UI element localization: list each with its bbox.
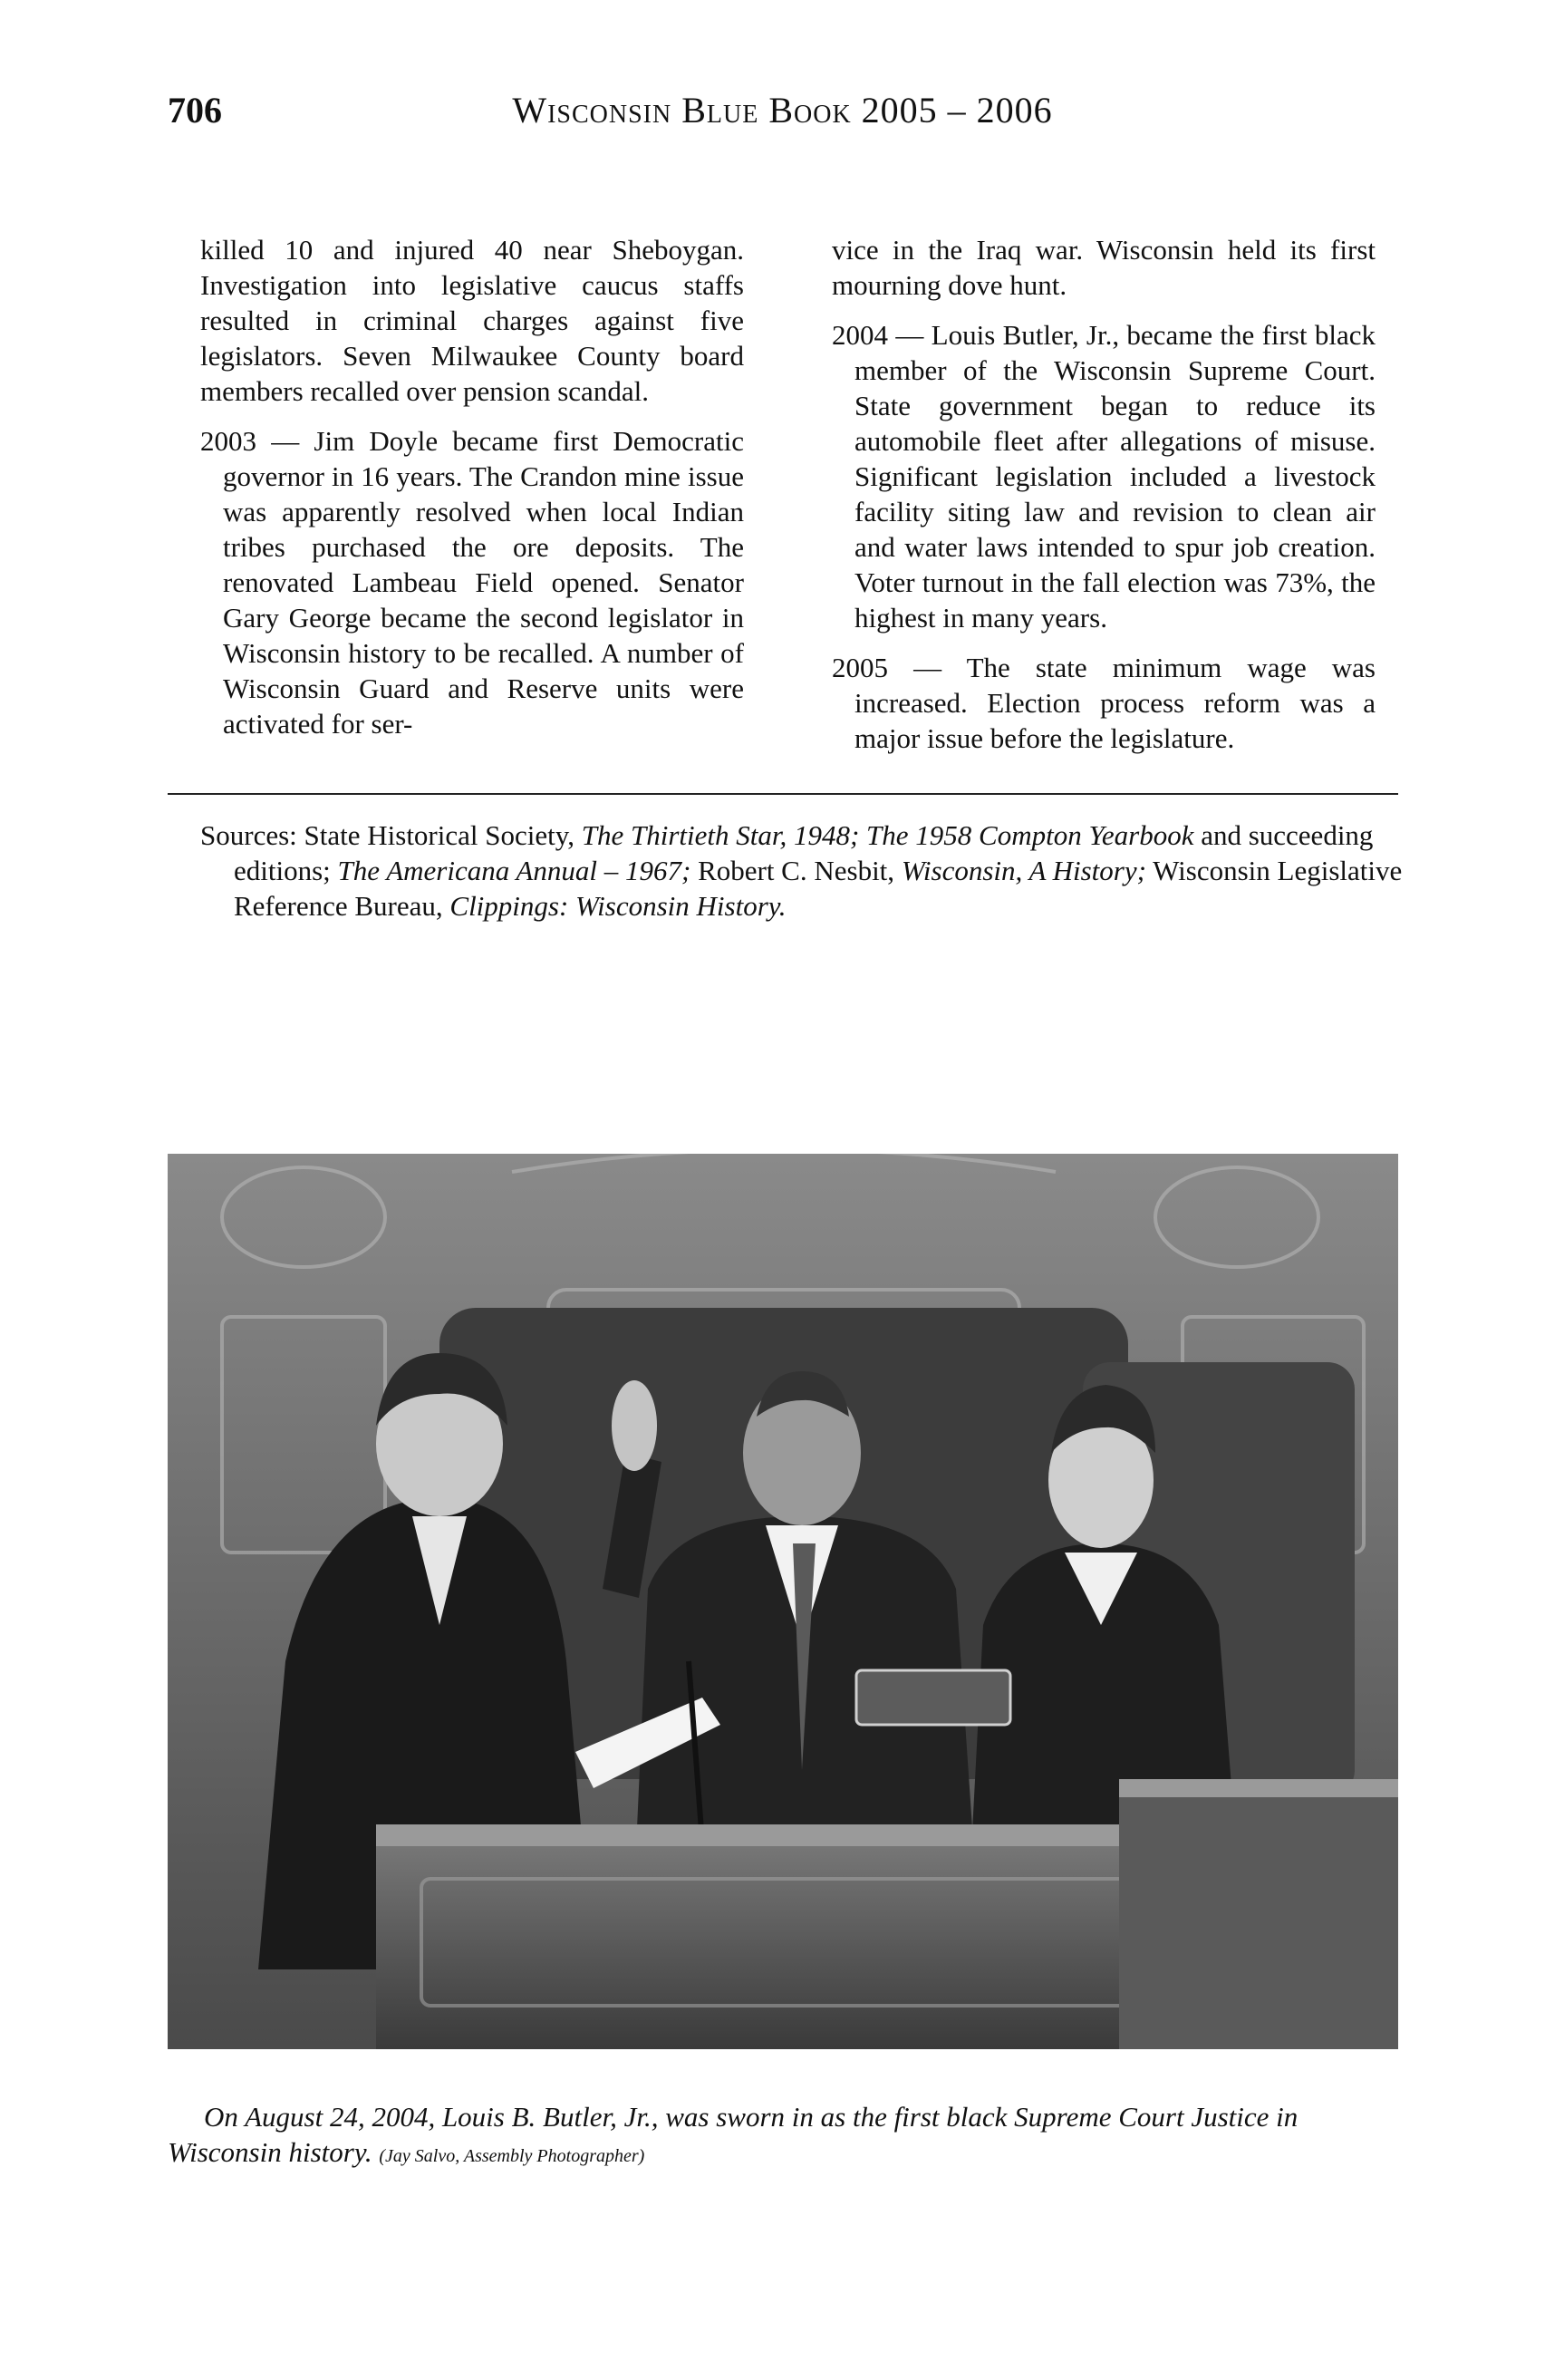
sources-title-2: The Americana Annual – 1967; xyxy=(337,855,691,886)
photo-caption xyxy=(168,2099,1398,2174)
bible xyxy=(856,1670,1010,1725)
sources-title-3: Wisconsin, A History; xyxy=(901,855,1146,886)
sources-label: Sources: xyxy=(200,819,297,851)
entry-2005: 2005 — The state minimum wage was increased. Election process reform was a major issue before the legislature. xyxy=(832,652,1376,754)
bench-top xyxy=(1119,1779,1398,1797)
photo-credit: (Jay Salvo, Assembly Photographer) xyxy=(379,2146,645,2166)
sources-text-4: Wisconsin Legislative Reference Bureau, xyxy=(234,855,1403,922)
entry-2003: 2003 — Jim Doyle became first Democratic governor in 16 years. The Crandon mine issue was apparently resolved when local Indian tribes purchased the ore deposits. The renovated Lambeau Field opened. Senator Gary George became the second legislator in Wisconsin history to be recalled. A number of Wisconsin Guard and Reserve units were activated for ser- xyxy=(200,425,744,740)
left-column xyxy=(200,232,744,756)
right-column xyxy=(832,232,1376,770)
right-para-1: vice in the Iraq war. Wisconsin held its first mourning dove hunt. xyxy=(832,234,1376,301)
left-para-1: killed 10 and injured 40 near Sheboygan. Investigation into legislative caucus staffs resulted in criminal charges against five legislators. Seven Milwaukee County board members recalled over pension scandal. xyxy=(200,234,744,407)
sources-text-2: and succeeding editions; xyxy=(234,819,1374,886)
podium xyxy=(376,1824,1173,2049)
sources-note xyxy=(200,818,1430,924)
entry-2004: 2004 — Louis Butler, Jr., became the first black member of the Wisconsin Supreme Court. State government began to reduce its automobile fleet after allegations of misuse. Significant legislation included a livestock facility siting law and revision to clean air and water laws intended to spur job creation. Voter turnout in the fall election was 73%, the highest in many years. xyxy=(832,319,1376,634)
sources-text-1: State Historical Society, xyxy=(304,819,574,851)
caption-text: On August 24, 2004, Louis B. Butler, Jr., was sworn in as the first black Supreme Court Justice in Wisconsin history. xyxy=(168,2101,1299,2168)
section-divider xyxy=(168,793,1398,795)
page-number: 706 xyxy=(168,90,222,131)
side-bench xyxy=(1119,1788,1398,2049)
sources-title-4: Clippings: Wisconsin History. xyxy=(449,890,787,922)
running-title: Wisconsin Blue Book 2005 – 2006 xyxy=(512,90,1053,131)
page-header xyxy=(168,89,1397,143)
photo-illustration xyxy=(168,1154,1398,2049)
sources-text-3: Robert C. Nesbit, xyxy=(698,855,895,886)
body-columns xyxy=(200,232,1405,776)
sources-title-1: The Thirtieth Star, 1948; The 1958 Compton Yearbook xyxy=(581,819,1194,851)
swearing-in-photo xyxy=(168,1154,1398,2049)
